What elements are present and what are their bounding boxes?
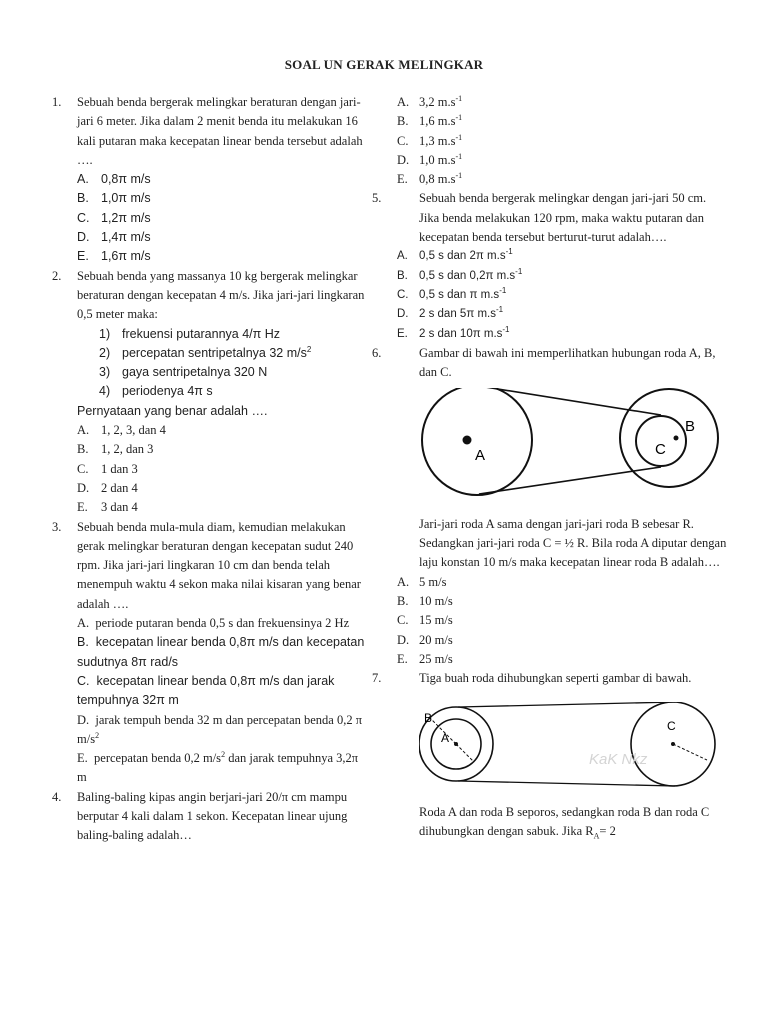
axle-bc-dot	[674, 436, 679, 441]
belt-top	[458, 702, 675, 707]
option-e[interactable]: E. 2 s dan 10π $m.s^{-1}$	[397, 324, 510, 340]
belt-top	[479, 388, 661, 415]
axle-a-dot	[463, 436, 472, 445]
option-d[interactable]: D. 2 s dan 5π $m.s^{-1}$	[397, 305, 504, 321]
option-d[interactable]: D. 2 dan 4	[77, 480, 138, 495]
question-text: Gambar di bawah ini memperlihatkan hubungan roda A, B, dan C.	[419, 345, 716, 380]
page-title: SOAL UN GERAK MELINGKAR	[284, 57, 484, 72]
option-c[interactable]: C. 0,5 s dan π $m.s^{-1}$	[397, 286, 507, 301]
question-5-options	[397, 247, 727, 343]
question-3	[52, 518, 370, 788]
question-4-options	[397, 93, 727, 189]
option-c[interactable]: C. 1,2π m/s	[77, 210, 151, 225]
wheel-a	[422, 388, 532, 495]
option-d[interactable]: D. 1,4π m/s	[77, 230, 151, 245]
question-number: 2.	[52, 268, 62, 283]
option-d[interactable]: D. 1,0 $m.s^{-1}$	[397, 151, 463, 167]
statement-2: 2) percepatan sentripetalnya 32 $m/s^2$	[99, 344, 312, 360]
question-text: Sebuah benda bergerak melingkar dengan jari-jari 50 cm. Jika benda melakukan 120 rpm, maka waktu putaran dan kecepatan benda tersebut berturut-turut adalah….	[419, 191, 707, 245]
question-5	[372, 189, 727, 247]
watermark: KaK Nkz	[589, 751, 648, 769]
wheel-b	[620, 389, 718, 487]
option-a[interactable]: A. 1, 2, 3, dan 4	[77, 423, 166, 438]
question-2	[52, 267, 370, 518]
option-a[interactable]: A. periode putaran benda 0,5 s dan frekuensinya 2 Hz	[77, 616, 350, 631]
option-b[interactable]: B. 1,0π m/s	[77, 191, 151, 206]
statement-4: 4) periodenya 4π s	[99, 384, 213, 399]
question-6	[372, 344, 727, 383]
label-c: C	[667, 719, 676, 734]
question-number: 1.	[52, 95, 62, 109]
option-e[interactable]: E. percepatan benda 0,2 $m/s^2$ dan jarak tempuhnya 3,2π m	[77, 749, 359, 785]
option-d[interactable]: D. jarak tempuh benda 32 m dan percepatan benda 0,2 π $m/s^2$	[77, 712, 363, 746]
question-4	[52, 788, 370, 846]
question-prompt: Pernyataan yang benar adalah ….	[77, 403, 268, 418]
option-e[interactable]: E. 1,6π m/s	[77, 249, 151, 264]
question-7	[372, 669, 727, 688]
right-column	[372, 93, 727, 841]
option-b[interactable]: B. 0,5 s dan 0,2π $m.s^{-1}$	[397, 266, 523, 282]
label-a: A	[475, 447, 486, 465]
question-number: 6.	[372, 345, 382, 360]
statement-1: 1) frekuensi putarannya 4/π Hz	[99, 326, 281, 341]
option-a[interactable]: A. 0,8π m/s	[77, 172, 151, 187]
question-text: Sebuah benda bergerak melingkar beraturan dengan jari-jari 6 meter. Jika dalam 2 menit benda itu melakukan 16 kali putaran maka kecepatan linear benda tersebut adalah ….	[77, 95, 363, 167]
belt-bottom	[458, 781, 675, 786]
option-c[interactable]: C. 1,3 $m.s^{-1}$	[397, 132, 463, 148]
option-b[interactable]: B. 10 m/s	[397, 593, 453, 608]
question-text: Sebuah benda mula-mula diam, kemudian melakukan gerak melingkar beraturan dengan kecepatan sudut 240 rpm. Jika jari-jari lingkaran 10 cm dan benda telah menempuh waktu 4 sekon maka nilai kisaran yang benar adalah ….	[77, 519, 361, 611]
label-c: C	[655, 441, 666, 459]
option-e[interactable]: E. 3 dan 4	[77, 500, 138, 515]
question-text: Tiga buah roda dihubungkan seperti gambar di bawah.	[419, 671, 692, 686]
option-a[interactable]: A. 3,2 $m.s^{-1}$	[397, 93, 463, 109]
question-7-description: Roda A dan roda B seporos, sedangkan roda B dan roda C dihubungkan dengan sabuk. Jika $R_A= 2$	[419, 804, 710, 841]
question-6-description: Jari-jari roda A sama dengan jari-jari roda B sebesar R. Sedangkan jari-jari roda C = ½ R. Bila roda A diputar dengan laju konstan 10 m/s maka kecepatan linear roda B adalah….	[419, 516, 727, 570]
question-number: 3.	[52, 519, 62, 534]
question-number: 7.	[372, 671, 382, 686]
option-c[interactable]: C. 1 dan 3	[77, 461, 138, 476]
radius-c	[673, 744, 707, 760]
option-a[interactable]: A. 0,5 s dan 2π $m.s^{-1}$	[397, 247, 513, 263]
option-e[interactable]: E. 0,8 $m.s^{-1}$	[397, 171, 463, 187]
label-b: B	[424, 711, 433, 726]
option-c[interactable]: C. 15 m/s	[397, 613, 453, 628]
belt-bottom	[479, 467, 661, 494]
label-a: A	[441, 731, 450, 746]
option-a[interactable]: A. 5 m/s	[397, 574, 447, 589]
three-wheels-figure	[419, 702, 719, 792]
question-number: 5.	[372, 191, 382, 206]
option-b[interactable]: B. 1,6 $m.s^{-1}$	[397, 113, 463, 129]
question-text: Baling-baling kipas angin berjari-jari 20/π cm mampu berputar 4 kali dalam 1 sekon. Kecepatan linear ujung baling-baling adalah…	[77, 789, 348, 843]
radius-a	[456, 744, 474, 762]
question-6-options	[397, 573, 727, 669]
option-b[interactable]: B. kecepatan linear benda 0,8π m/s dan kecepatan sudutnya 8π rad/s	[77, 635, 365, 669]
question-text: Sebuah benda yang massanya 10 kg bergerak melingkar beraturan dengan kecepatan 4 m/s. Jika jari-jari lingkaran 0,5 meter maka:	[77, 268, 365, 322]
label-b: B	[685, 418, 696, 436]
statement-3: 3) gaya sentripetalnya 320 N	[99, 365, 268, 380]
option-c[interactable]: C. kecepatan linear benda 0,8π m/s dan jarak tempuhnya 32π m	[77, 673, 335, 708]
left-column	[52, 93, 370, 846]
option-e[interactable]: E. 25 m/s	[397, 651, 453, 666]
question-number: 4.	[52, 789, 62, 804]
wheels-abc-figure	[419, 388, 719, 498]
question-1	[52, 93, 370, 267]
option-d[interactable]: D. 20 m/s	[397, 632, 453, 647]
option-b[interactable]: B. 1, 2, dan 3	[77, 442, 154, 457]
